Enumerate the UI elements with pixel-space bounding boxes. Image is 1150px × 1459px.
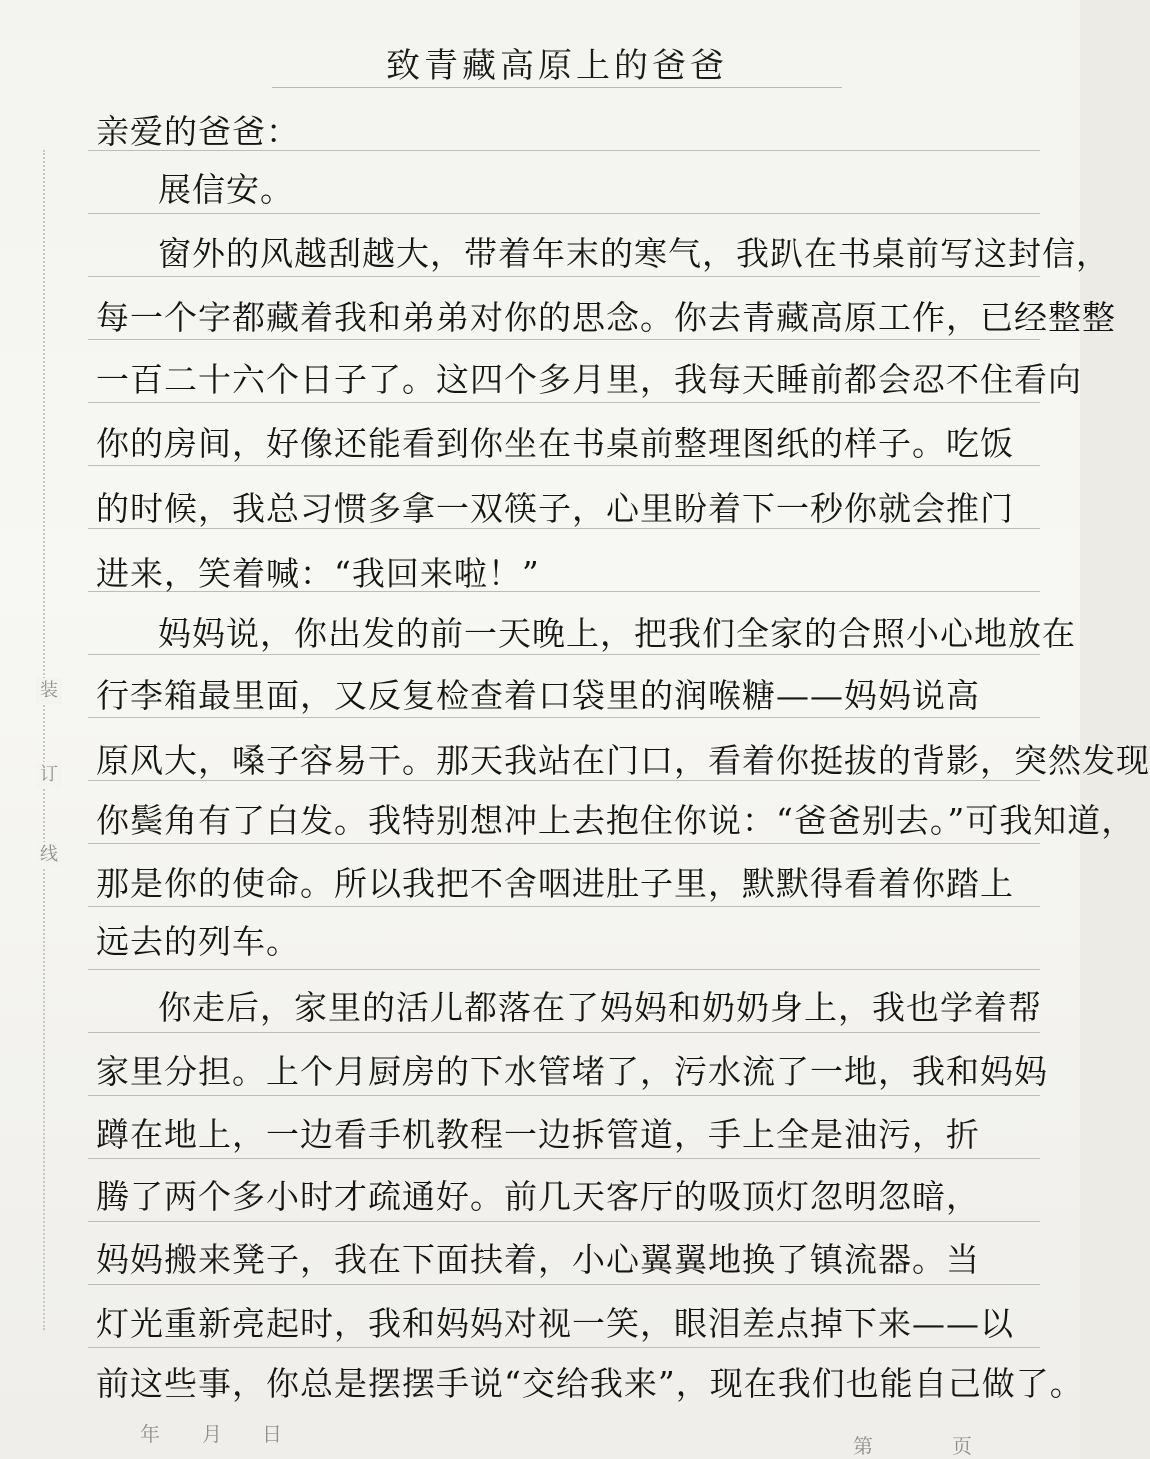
letter-line: 灯光重新亮起时，我和妈妈对视一笑，眼泪差点掉下来——以 xyxy=(96,1304,1014,1343)
ruled-line xyxy=(88,1158,1040,1159)
footer-page-suffix: 页 xyxy=(952,1434,972,1458)
letter-line: 进来，笑着喊：“我回来啦！” xyxy=(96,554,540,593)
footer-page-prefix: 第 xyxy=(853,1434,873,1458)
footer-day: 日 xyxy=(262,1422,282,1446)
letter-line: 蹲在地上，一边看手机教程一边拆管道，手上全是油污，折 xyxy=(96,1115,980,1154)
ruled-line xyxy=(88,1221,1040,1222)
ruled-line xyxy=(88,906,1040,907)
letter-line: 你走后，家里的活儿都落在了妈妈和奶奶身上，我也学着帮 xyxy=(158,988,1042,1027)
ruled-line xyxy=(88,1095,1040,1096)
salutation: 亲爱的爸爸： xyxy=(96,112,300,151)
letter-line: 妈妈搬来凳子，我在下面扶着，小心翼翼地换了镇流器。当 xyxy=(96,1240,980,1279)
ruled-line xyxy=(88,969,1040,970)
ruled-line xyxy=(88,213,1040,214)
letter-line: 前这些事，你总是摆摆手说“交给我来”，现在我们也能自己做了。 xyxy=(96,1364,1084,1403)
letter-line: 远去的列车。 xyxy=(96,922,300,961)
binding-label-ding: 订 xyxy=(36,762,62,788)
binding-margin-line xyxy=(43,150,45,1330)
letter-line: 你的房间，好像还能看到你坐在书桌前整理图纸的样子。吃饭 xyxy=(96,424,1014,463)
footer-year: 年 xyxy=(140,1422,160,1446)
letter-line: 的时候，我总习惯多拿一双筷子，心里盼着下一秒你就会推门 xyxy=(96,489,1014,528)
footer-month: 月 xyxy=(202,1422,222,1446)
ruled-line xyxy=(88,402,1040,403)
letter-line: 每一个字都藏着我和弟弟对你的思念。你去青藏高原工作，已经整整 xyxy=(96,298,1116,337)
ruled-line xyxy=(88,1284,1040,1285)
binding-label-zhuang: 装 xyxy=(36,678,62,704)
letter-line: 你鬓角有了白发。我特别想冲上去抱住你说：“爸爸别去。”可我知道， xyxy=(96,801,1136,840)
letter-line: 一百二十六个日子了。这四个多月里，我每天睡前都会忍不住看向 xyxy=(96,360,1082,399)
letter-line: 原风大，嗓子容易干。那天我站在门口，看着你挺拔的背影，突然发现 xyxy=(96,741,1150,780)
letter-line: 妈妈说，你出发的前一天晚上，把我们全家的合照小心地放在 xyxy=(158,614,1076,653)
ruled-line xyxy=(88,1032,1040,1033)
letter-line: 家里分担。上个月厨房的下水管堵了，污水流了一地，我和妈妈 xyxy=(96,1052,1048,1091)
letter-line: 腾了两个多小时才疏通好。前几天客厅的吸顶灯忽明忽暗， xyxy=(96,1177,980,1216)
ruled-line xyxy=(88,276,1040,277)
ruled-line xyxy=(88,1347,1040,1348)
ruled-line xyxy=(88,843,1040,844)
binding-label-xian: 线 xyxy=(36,842,62,868)
letter-line: 展信安。 xyxy=(158,170,294,209)
letter-line: 窗外的风越刮越大，带着年末的寒气，我趴在书桌前写这封信， xyxy=(158,234,1110,273)
letter-title: 致青藏高原上的爸爸 xyxy=(386,46,728,86)
letter-line: 那是你的使命。所以我把不舍咽进肚子里，默默得看着你踏上 xyxy=(96,864,1014,903)
letter-line: 行李箱最里面，又反复检查着口袋里的润喉糖——妈妈说高 xyxy=(96,676,980,715)
